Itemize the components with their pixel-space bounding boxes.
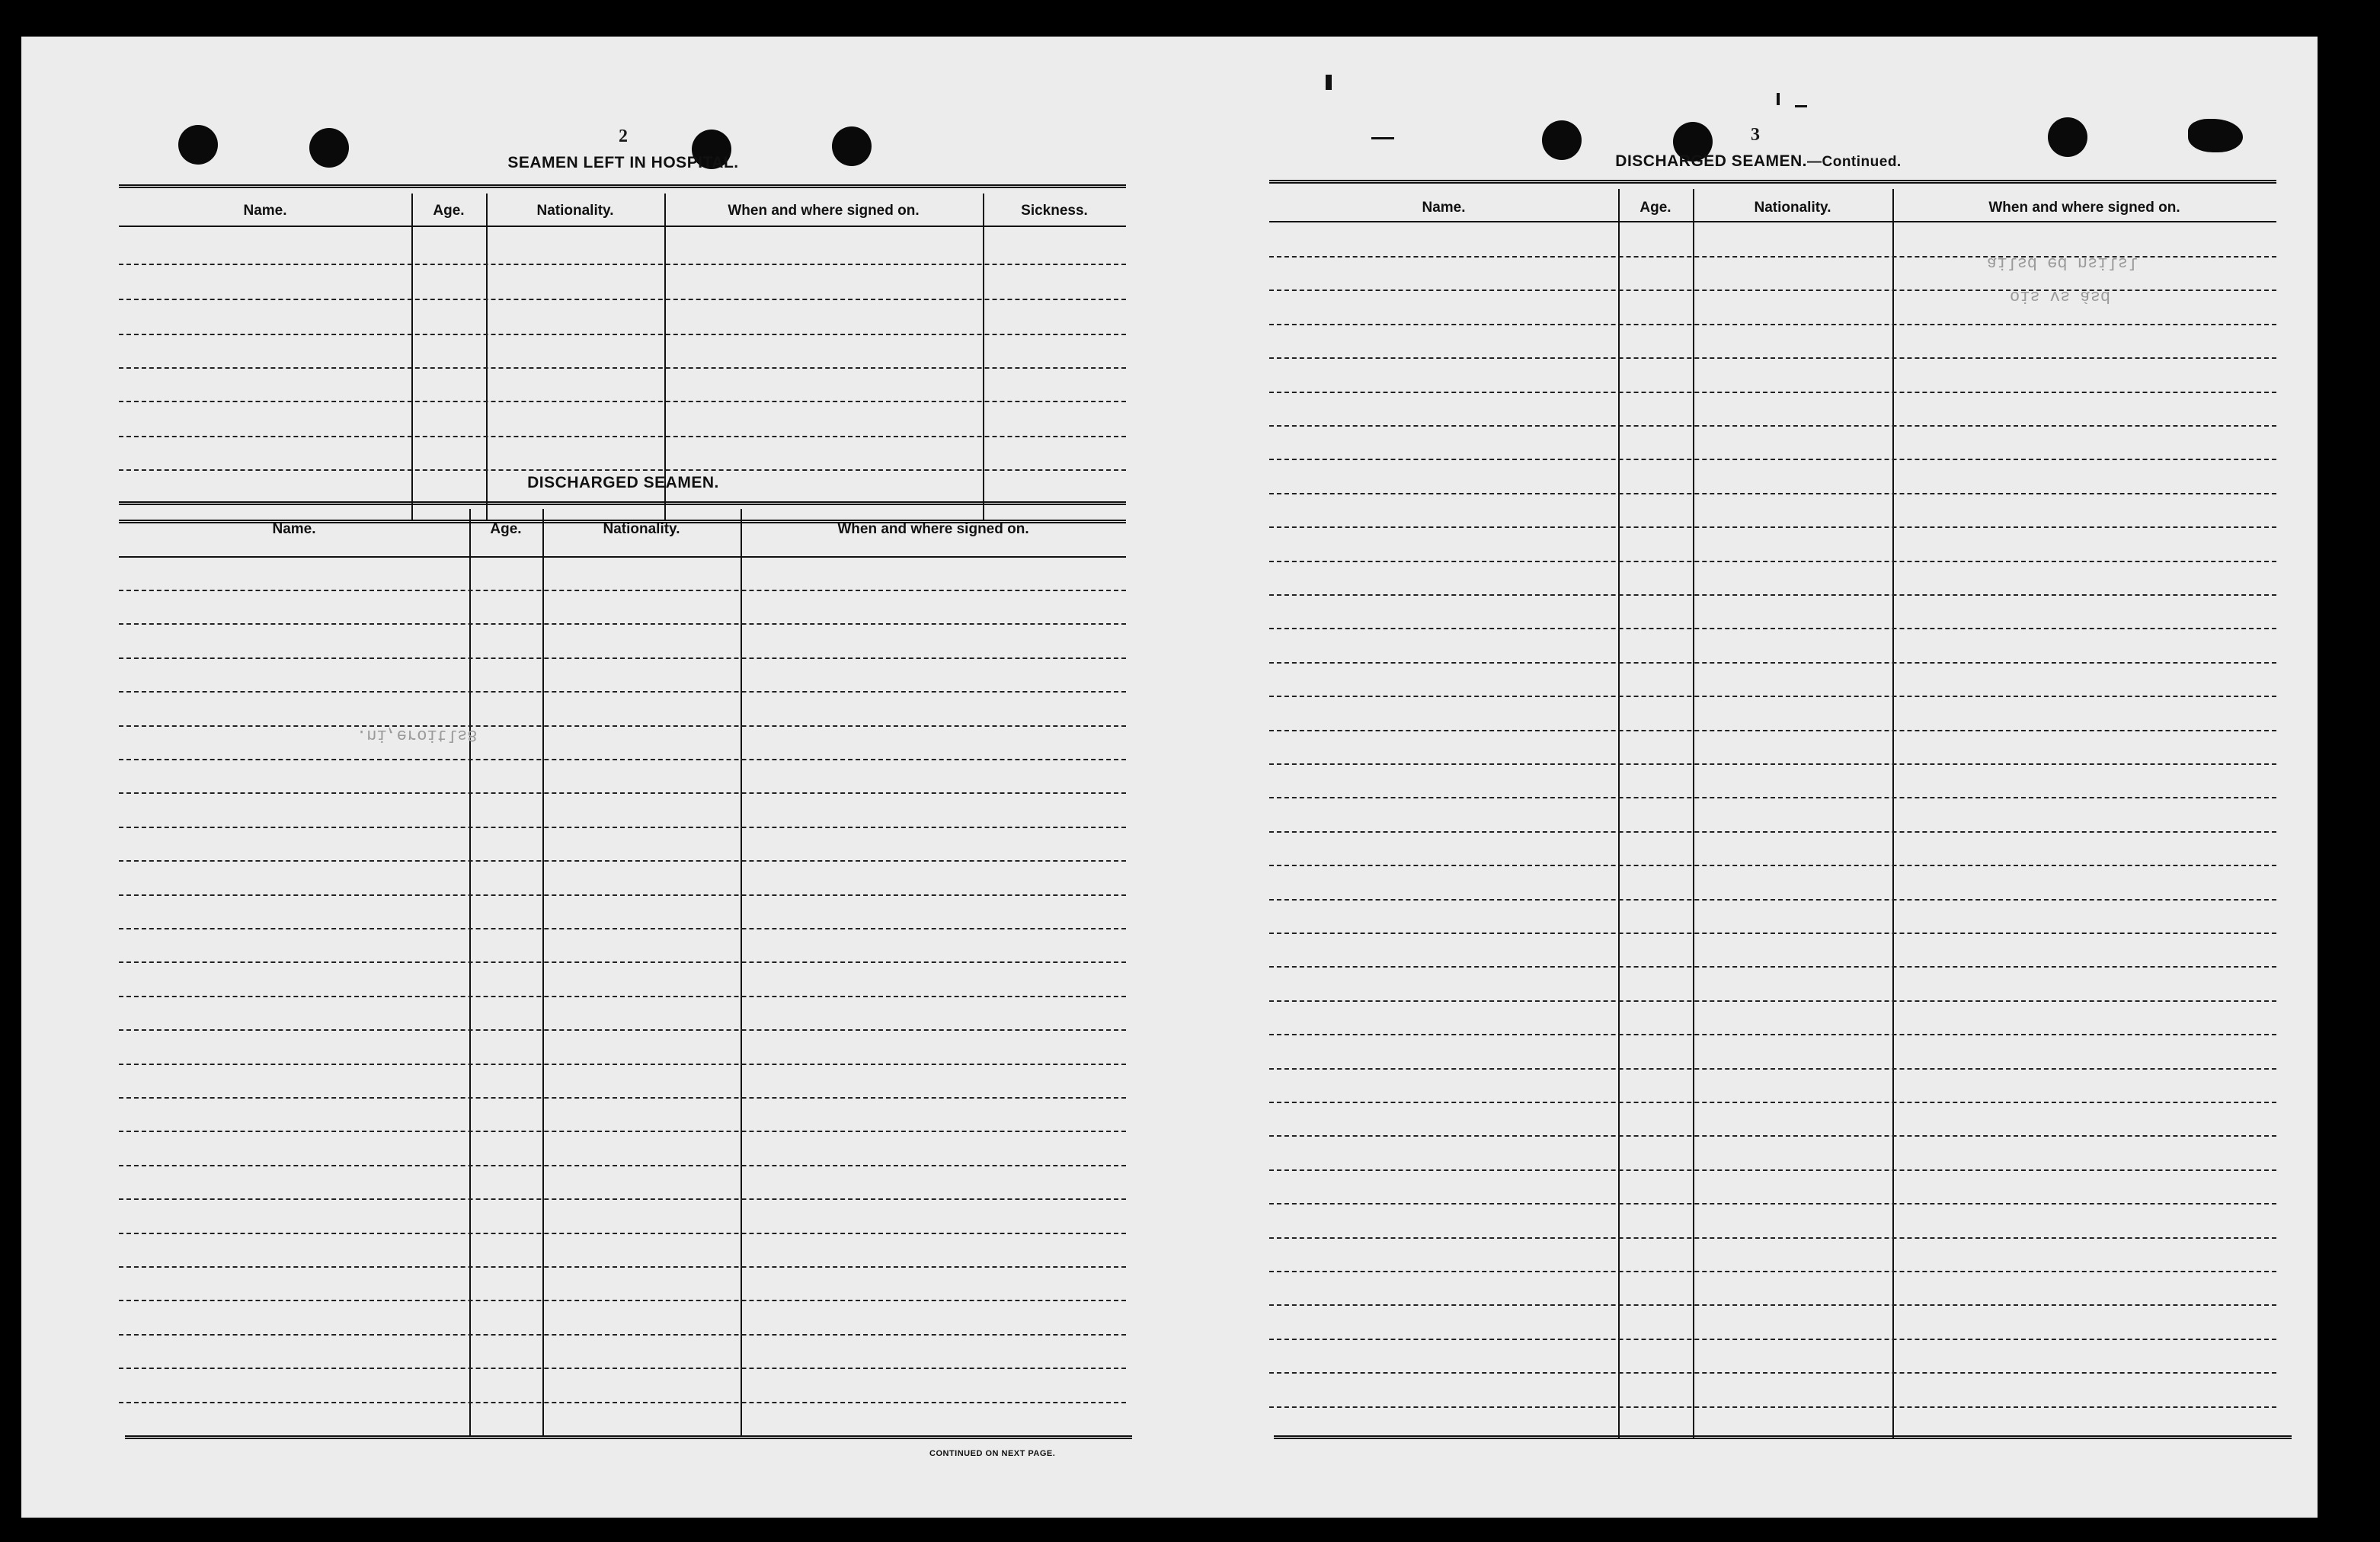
punch-hole-7 [2048,117,2087,157]
column-name: Name. [272,521,316,537]
ruled-line [1269,1068,2276,1070]
ruled-line [119,1300,1126,1301]
page-3 [1240,98,2307,1469]
discharged-continued-title: DISCHARGED SEAMEN.—Continued. [1615,152,1902,170]
ruled-line [119,1368,1126,1369]
ruled-line [1269,1169,2276,1171]
ruled-line [1269,425,2276,427]
bleed-through: ois vs ásd [2010,286,2111,306]
ruled-line [1269,797,2276,798]
ruled-line [119,1402,1126,1403]
ruled-line [119,928,1126,929]
column-nationality: Nationality. [603,521,680,537]
ruled-line [1269,1339,2276,1340]
ruled-line [1269,392,2276,393]
ruled-line [119,1029,1126,1031]
ruled-line [119,996,1126,997]
ruled-line [1269,831,2276,833]
ruled-line [1269,763,2276,765]
ruled-line [1269,594,2276,596]
ruled-line [1269,966,2276,968]
column-nationality: Nationality. [536,203,614,219]
ruled-line [119,1131,1126,1132]
ruled-line [119,1165,1126,1166]
hospital-section-title: SEAMEN LEFT IN HOSPITAL. [507,154,739,171]
column-sickness: Sickness. [1021,203,1088,219]
ruled-line [119,623,1126,625]
column-nationality: Nationality. [1754,200,1831,216]
ruled-line [119,1064,1126,1065]
punch-hole-8 [2188,119,2243,152]
ruled-line [1269,357,2276,359]
continued-note: CONTINUED ON NEXT PAGE. [929,1449,1056,1458]
bleed-through: ailsd ed nsilsl [1987,253,2138,272]
ruled-line [1269,899,2276,901]
ruled-line [119,657,1126,659]
ruled-line [1269,1102,2276,1103]
ruled-line [1269,561,2276,562]
ruled-line [1269,730,2276,731]
column-when-where-signed: When and where signed on. [1988,200,2180,216]
ruled-line [1269,1000,2276,1002]
bottom-rule [1274,1435,2292,1439]
ruled-line [1269,662,2276,664]
ruled-line [1269,1372,2276,1374]
ruled-line [119,1097,1126,1099]
ruled-line [1269,1135,2276,1137]
column-age: Age. [1639,200,1671,216]
ruled-line [1269,1034,2276,1035]
section-rule [119,501,1126,505]
ruled-line [1269,933,2276,934]
page-number: 2 [619,126,628,146]
ruled-line [1269,865,2276,866]
page-number: 3 [1751,125,1760,145]
ruled-line [119,961,1126,963]
ruled-line [1269,1203,2276,1204]
punch-hole-2 [309,128,349,168]
punch-hole-1 [178,125,218,165]
ruled-line [1269,1271,2276,1272]
bleed-through: .ni,eroitls8 [357,725,478,744]
bottom-rule [125,1435,1132,1439]
ruled-line [1269,696,2276,697]
column-when-where-signed: When and where signed on. [728,203,920,219]
ruled-line [1269,526,2276,528]
ruled-line [1269,1304,2276,1306]
ruled-line [119,860,1126,862]
document-scan [21,37,2318,1518]
punch-hole-4 [832,126,872,166]
ruled-line [119,725,1126,727]
ruled-line [1269,290,2276,291]
page-2 [98,98,1156,1469]
ruled-line [119,827,1126,828]
ruled-line [1269,459,2276,460]
ruled-line [119,1266,1126,1268]
ruled-line [119,1334,1126,1336]
column-age: Age. [490,521,522,537]
ruled-line [119,1233,1126,1234]
column-name: Name. [1422,200,1466,216]
ruled-line [119,691,1126,693]
ruled-line [119,792,1126,794]
ruled-line [119,1198,1126,1200]
ruled-line [1269,1406,2276,1408]
ruled-line [119,590,1126,591]
ruled-line [119,894,1126,896]
ruled-line [119,759,1126,760]
column-name: Name. [243,203,287,219]
ruled-line [1269,1237,2276,1239]
ruled-line [1269,628,2276,629]
column-age: Age. [433,203,465,219]
column-when-where-signed: When and where signed on. [837,521,1029,537]
discharged-section-title: DISCHARGED SEAMEN. [527,474,719,491]
ruled-line [1269,493,2276,494]
ruled-line [1269,324,2276,325]
